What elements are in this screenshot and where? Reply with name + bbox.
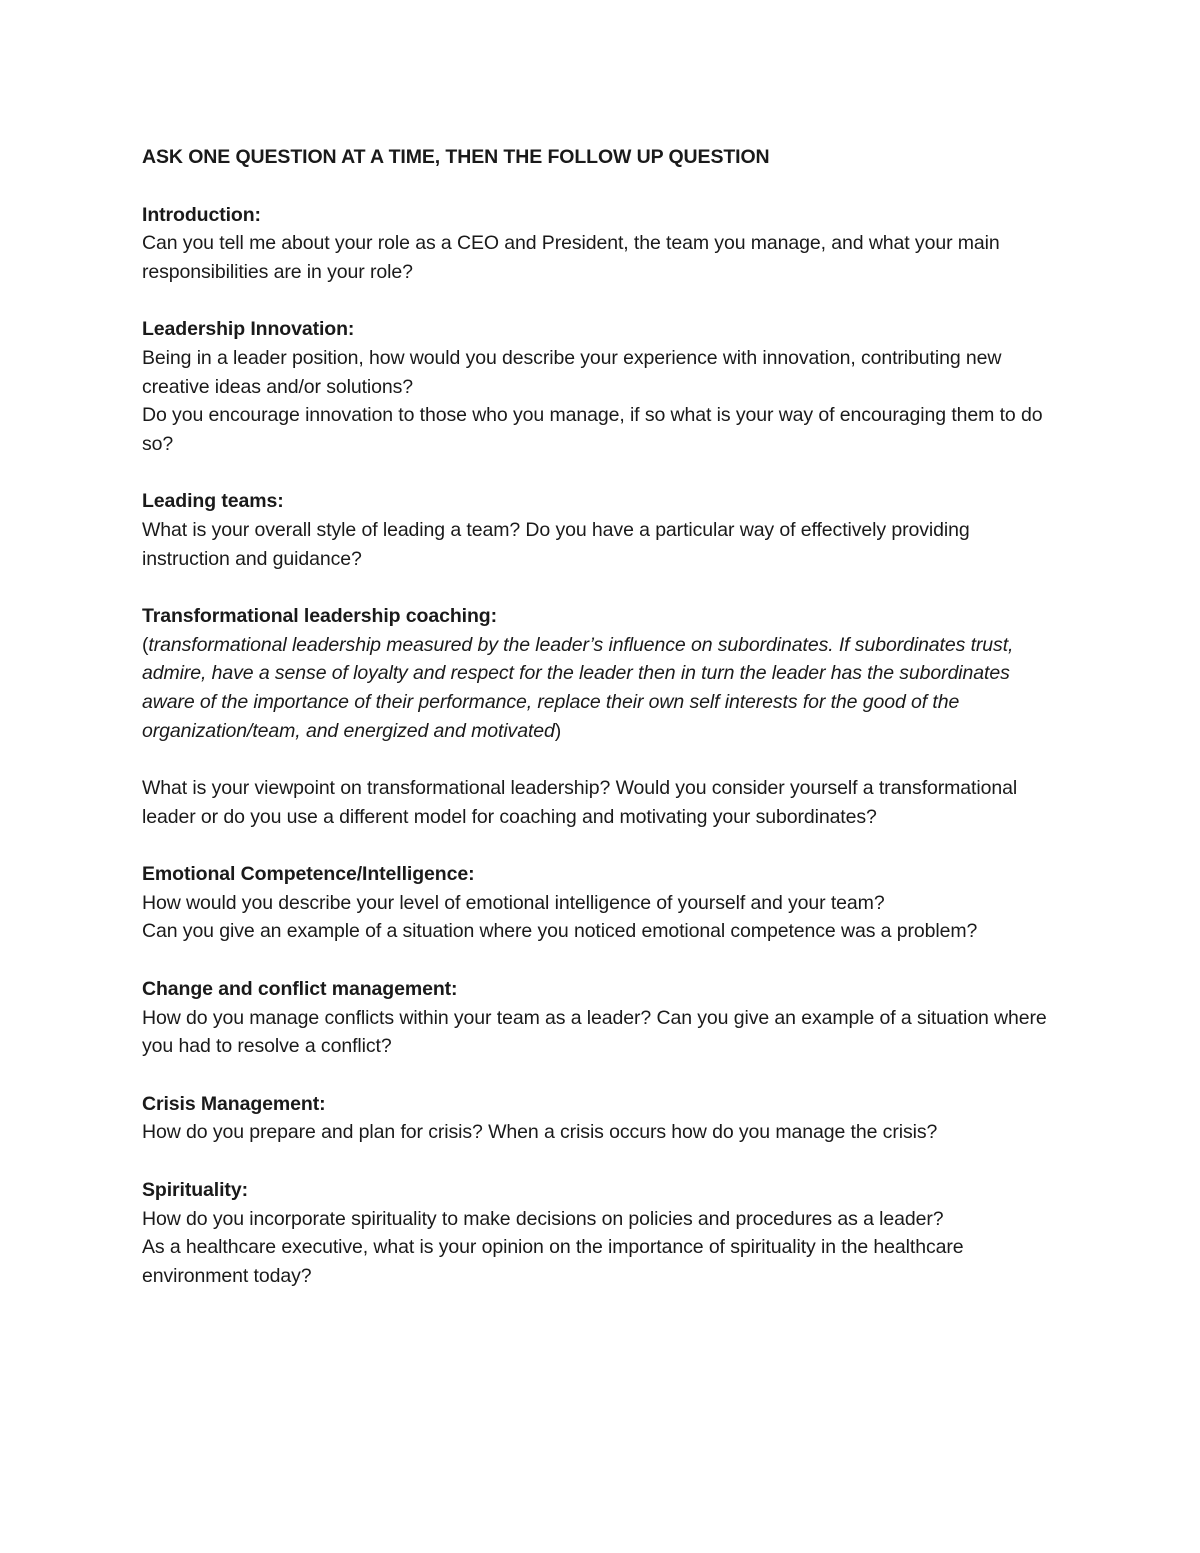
- section-heading: Introduction:: [142, 203, 261, 226]
- section-heading: Change and conflict management:: [142, 978, 458, 1001]
- section-heading: Leading teams:: [142, 490, 284, 513]
- section-heading: Leadership Innovation:: [142, 318, 355, 341]
- question-text: Can you tell me about your role as a CEO and President, the team you manage, and what your main responsibilities are in your role?: [142, 232, 1000, 283]
- follow-up-question-text: As a healthcare executive, what is your opinion on the importance of spirituality in the healthcare environment today?: [142, 1236, 964, 1287]
- section-change-conflict: [142, 975, 1062, 1061]
- question-text: How do you prepare and plan for crisis? When a crisis occurs how do you manage the crisis?: [142, 1121, 938, 1144]
- section-crisis-management: [142, 1090, 1062, 1147]
- follow-up-question-text: Do you encourage innovation to those who you manage, if so what is your way of encouraging them to do so?: [142, 404, 1043, 455]
- follow-up-question-text: Can you give an example of a situation where you noticed emotional competence was a problem?: [142, 920, 978, 943]
- definition-note: [142, 631, 1062, 745]
- section-heading: Transformational leadership coaching:: [142, 605, 497, 628]
- section-leadership-innovation: [142, 315, 1062, 458]
- document-body: [142, 143, 1062, 1319]
- section-leading-teams: [142, 487, 1062, 573]
- section-introduction: [142, 201, 1062, 287]
- question-text: What is your overall style of leading a team? Do you have a particular way of effectively providing instruction and guidance?: [142, 518, 970, 570]
- question-text: How do you manage conflicts within your team as a leader? Can you give an example of a situation where you had to resolve a conflict?: [142, 1006, 1047, 1058]
- section-heading: Spirituality:: [142, 1179, 248, 1202]
- question-text: Being in a leader position, how would you describe your experience with innovation, contributing new creative ideas and/or solutions?: [142, 346, 1002, 398]
- note-open-paren: (: [142, 633, 149, 656]
- question-text: What is your viewpoint on transformational leadership? Would you consider yourself a transformational leader or do you use a different model for coaching and motivating your subordinates?: [142, 777, 1018, 828]
- section-transformational-leadership: [142, 602, 1062, 831]
- note-close-paren: ): [554, 719, 562, 742]
- note-italic-text: transformational leadership measured by the leader’s influence on subordinates. If subordinates trust, admire, have a sense of loyalty and respect for the leader then in turn the leader has the subordinates aware of the importance of their performance, replace their own self interests for the good of the organization/team, and energized and motivated: [142, 633, 1014, 742]
- question-text: How do you incorporate spirituality to make decisions on policies and procedures as a leader?: [142, 1207, 944, 1230]
- section-heading: Emotional Competence/Intelligence:: [142, 863, 475, 886]
- document-title: ASK ONE QUESTION AT A TIME, THEN THE FOLLOW UP QUESTION: [142, 146, 770, 168]
- question-text: How would you describe your level of emotional intelligence of yourself and your team?: [142, 891, 885, 914]
- section-emotional-competence: [142, 860, 1062, 946]
- section-spirituality: [142, 1176, 1062, 1290]
- section-heading: Crisis Management:: [142, 1092, 326, 1115]
